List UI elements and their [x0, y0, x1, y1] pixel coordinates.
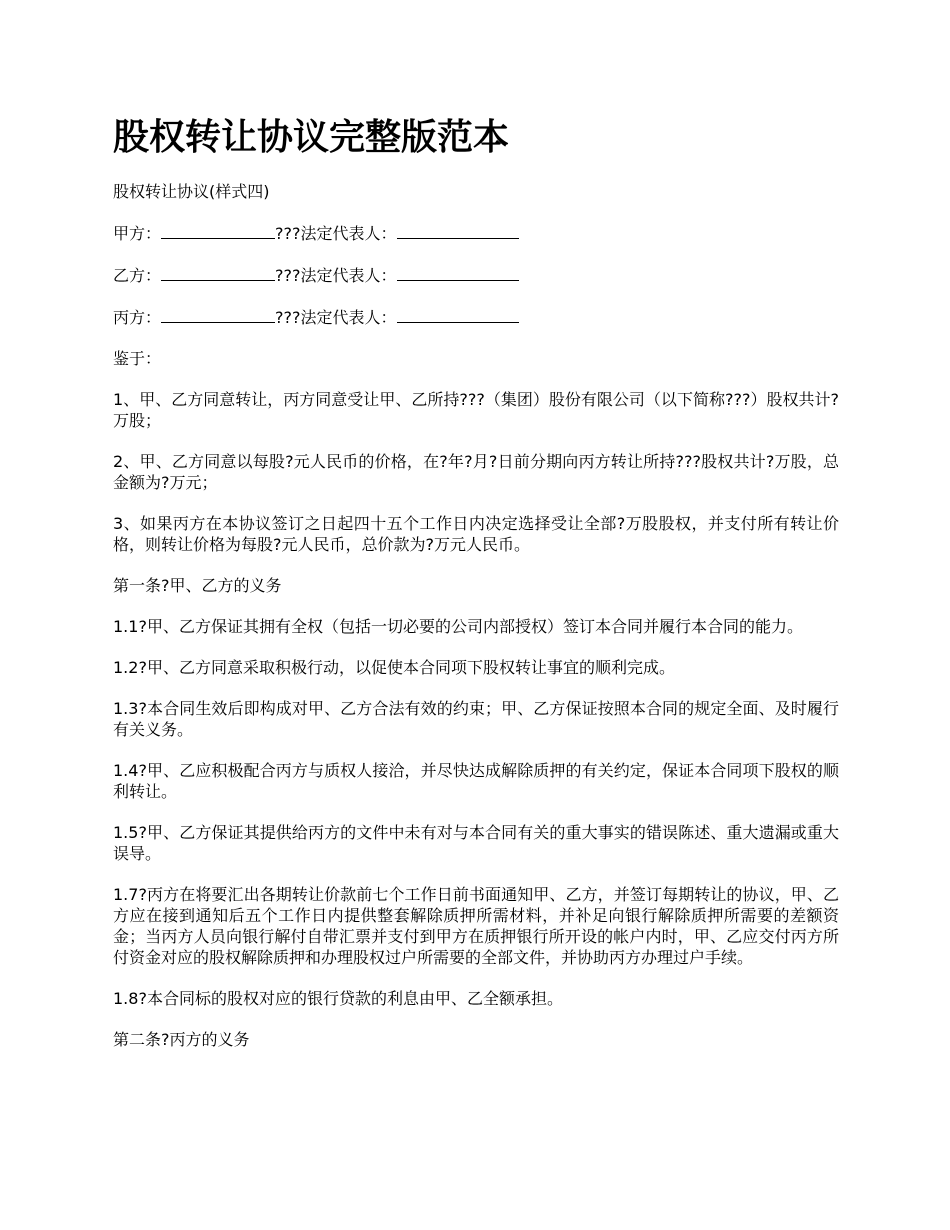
clause: 1.1?甲、乙方保证其拥有全权（包括一切必要的公司内部授权）签订本合同并履行本合同的能力。: [113, 617, 803, 636]
party-name-blank: [161, 264, 275, 281]
party-name-blank: [161, 222, 275, 239]
party-label: 乙方：: [113, 266, 162, 285]
rep-label: ???法定代表人：: [275, 224, 397, 243]
paragraph: 3、如果丙方在本协议签订之日起四十五个工作日内决定选择受让全部?万股股权，并支付所有转让价格，则转让价格为每股?元人民币，总价款为?万元人民币。: [113, 514, 839, 554]
document-title: 股权转让协议完整版范本: [113, 117, 510, 158]
rep-name-blank: [397, 306, 519, 323]
clause: 1.5?甲、乙方保证其提供给丙方的文件中未有对与本合同有关的重大事实的错误陈述、重大遗漏或重大误导。: [113, 823, 839, 863]
party-label: 甲方：: [113, 224, 162, 243]
rep-name-blank: [397, 222, 519, 239]
clause: 1.8?本合同标的股权对应的银行贷款的利息由甲、乙全额承担。: [113, 989, 563, 1008]
party-name-blank: [161, 306, 275, 323]
article-heading: 第二条?丙方的义务: [113, 1030, 250, 1049]
clause: 1.2?甲、乙方同意采取积极行动，以促使本合同项下股权转让事宜的顺利完成。: [113, 658, 675, 677]
article-heading: 第一条?甲、乙方的义务: [113, 576, 282, 595]
rep-label: ???法定代表人：: [275, 308, 397, 327]
clause: 1.4?甲、乙应积极配合丙方与质权人接洽，并尽快达成解除质押的有关约定，保证本合同项下股权的顺利转让。: [113, 761, 839, 801]
whereas-heading: 鉴于：: [113, 349, 162, 368]
rep-label: ???法定代表人：: [275, 266, 397, 285]
document-subtitle: 股权转让协议(样式四): [113, 182, 270, 201]
party-line-b: [113, 264, 839, 286]
paragraph: 2、甲、乙方同意以每股?元人民币的价格，在?年?月?日前分期向丙方转让所持???股权共计?万股，总金额为?万元；: [113, 452, 839, 492]
clause: 1.3?本合同生效后即构成对甲、乙方合法有效的约束；甲、乙方保证按照本合同的规定全面、及时履行有关义务。: [113, 699, 839, 739]
document-page: [113, 116, 839, 1070]
clause: 1.7?丙方在将要汇出各期转让价款前七个工作日前书面通知甲、乙方，并签订每期转让的协议，甲、乙方应在接到通知后五个工作日内提供整套解除质押所需材料，并补足向银行解除质押所需要的差额资金；当丙方人员向银行解付自带汇票并支付到甲方在质押银行所开设的帐户内时，甲、乙应交付丙方所付资金对应的股权解除质押和办理股权过户所需要的全部文件，并协助丙方办理过户手续。: [113, 885, 839, 967]
rep-name-blank: [397, 264, 519, 281]
party-label: 丙方：: [113, 308, 162, 327]
party-line-c: [113, 306, 839, 328]
party-line-a: [113, 222, 839, 244]
paragraph: 1、甲、乙方同意转让，丙方同意受让甲、乙所持???（集团）股份有限公司（以下简称???）股权共计?万股；: [113, 390, 839, 430]
